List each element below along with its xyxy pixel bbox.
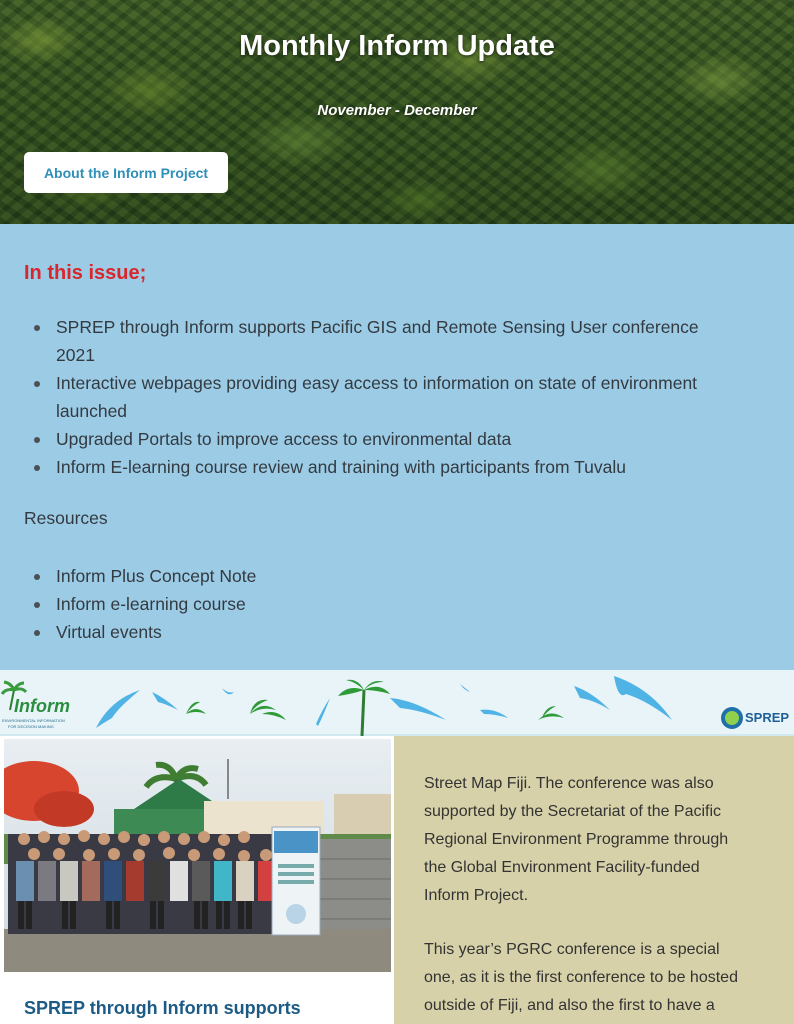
date-range: November - December xyxy=(317,102,477,119)
bird-icon xyxy=(96,676,672,728)
list-item[interactable]: SPREP through Inform supports Pacific GIS and Remote Sensing User conference 2021 xyxy=(56,313,776,369)
hero-banner xyxy=(0,0,794,224)
list-item[interactable]: Upgraded Portals to improve access to environmental data xyxy=(56,425,776,453)
newsletter-title: Monthly Inform Update xyxy=(239,30,555,62)
resources-list xyxy=(56,562,776,646)
issue-list xyxy=(56,313,776,481)
article-image-column xyxy=(0,736,394,1024)
issue-heading: In this issue; xyxy=(24,262,147,284)
list-item[interactable]: Interactive webpages providing easy access to information on state of environment launched xyxy=(56,369,776,425)
about-inform-button[interactable]: About the Inform Project xyxy=(24,152,228,193)
svg-text:SPREP: SPREP xyxy=(745,710,790,725)
decorative-banner xyxy=(0,670,794,736)
sprep-logo xyxy=(721,707,789,729)
resource-link[interactable]: Inform e-learning course xyxy=(56,590,776,618)
svg-text:ENVIRONMENTAL INFORMATION: ENVIRONMENTAL INFORMATION xyxy=(2,718,65,723)
article-paragraph: This year’s PGRC conference is a special one, as it is the first conference to be hosted outside of Fiji, and also the first to have a xyxy=(424,941,738,1014)
conference-group-photo xyxy=(4,739,391,972)
inform-logo xyxy=(2,682,70,729)
issue-section xyxy=(0,224,794,670)
palm-tree-icon xyxy=(186,680,564,736)
svg-text:FOR DECISION MAKING: FOR DECISION MAKING xyxy=(8,724,54,729)
svg-text:Inform: Inform xyxy=(14,696,70,716)
article-paragraph: Street Map Fiji. The conference was also supported by the Secretariat of the Pacific Regional Environment Programme through the Global Environment Facility-funded Inform Project. xyxy=(424,775,729,904)
resources-label: Resources xyxy=(24,508,108,528)
article-title[interactable]: SPREP through Inform supports xyxy=(24,998,301,1018)
resource-link[interactable]: Virtual events xyxy=(56,618,776,646)
article-text-column xyxy=(394,736,794,1024)
resource-link[interactable]: Inform Plus Concept Note xyxy=(56,562,776,590)
list-item[interactable]: Inform E-learning course review and training with participants from Tuvalu xyxy=(56,453,776,481)
